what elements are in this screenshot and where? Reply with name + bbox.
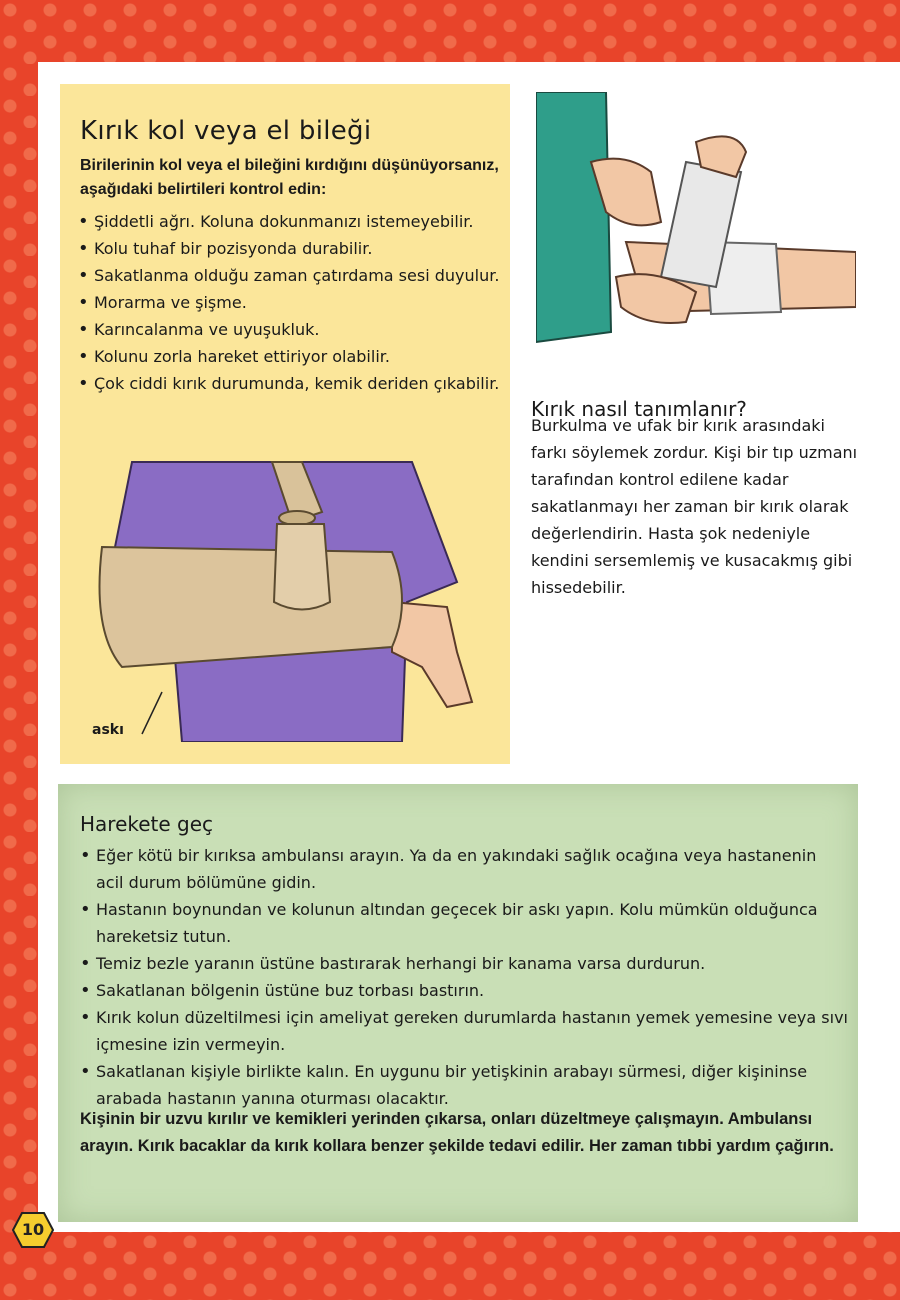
action-step: • Hastanın boynundan ve kolunun altından geçecek bir askı yapın. Kolu mümkün olduğunca hareketsiz tutun. bbox=[78, 896, 848, 950]
action-note: Kişinin bir uzvu kırılır ve kemikleri yerinden çıkarsa, onları düzeltmeye çalışmayın. Ambulansı arayın. Kırık bacaklar da kırık kollara benzer şekilde tedavi edilir. Her zaman tıbbi yardım çağırın. bbox=[80, 1110, 834, 1155]
broken-arm-title: Kırık kol veya el bileği bbox=[80, 116, 372, 146]
symptom-item: • Morarma ve şişme. bbox=[76, 289, 506, 316]
action-step-list bbox=[78, 842, 848, 1112]
symptom-list bbox=[76, 208, 506, 397]
identify-title: Kırık nasıl tanımlanır? bbox=[531, 396, 747, 421]
action-step: • Eğer kötü bir kırıksa ambulansı arayın. Ya da en yakındaki sağlık ocağına veya hastanenin acil durum bölümüne gidin. bbox=[78, 842, 848, 896]
symptom-item: • Sakatlanma olduğu zaman çatırdama sesi duyulur. bbox=[76, 262, 506, 289]
page-number-badge bbox=[12, 1212, 54, 1248]
symptom-item: • Kolu tuhaf bir pozisyonda durabilir. bbox=[76, 235, 506, 262]
symptom-item: • Çok ciddi kırık durumunda, kemik deriden çıkabilir. bbox=[76, 370, 506, 397]
page bbox=[38, 62, 900, 1232]
symptom-item: • Karıncalanma ve uyuşukluk. bbox=[76, 316, 506, 343]
action-step: • Sakatlanan kişiyle birlikte kalın. En uygunu bir yetişkinin arabayı sürmesi, diğer kişininse arabada hastanın yanına oturması olacaktır. bbox=[78, 1058, 848, 1112]
action-panel bbox=[58, 784, 858, 1222]
broken-arm-lead: Birilerinin kol veya el bileğini kırdığını düşünüyorsanız, aşağıdaki belirtileri kontrol edin: bbox=[80, 157, 499, 198]
action-step: • Sakatlanan bölgenin üstüne buz torbası bastırın. bbox=[78, 977, 848, 1004]
action-step: • Temiz bezle yaranın üstüne bastırarak herhangi bir kanama varsa durdurun. bbox=[78, 950, 848, 977]
page-number: 10 bbox=[21, 1220, 45, 1239]
symptom-item: • Kolunu zorla hareket ettiriyor olabilir. bbox=[76, 343, 506, 370]
arm-sling-illustration bbox=[62, 452, 492, 742]
symptom-item: • Şiddetli ağrı. Koluna dokunmanızı istemeyebilir. bbox=[76, 208, 506, 235]
identify-body: Burkulma ve ufak bir kırık arasındaki farkı söylemek zordur. Kişi bir tıp uzmanı tarafından kontrol edilene kadar sakatlanmayı her zaman bir kırık olarak değerlendirin. Hasta şok nedeniyle kendini sersemlemiş ve kusacakmış gibi hissedebilir. bbox=[531, 416, 858, 597]
action-step: • Kırık kolun düzeltilmesi için ameliyat gereken durumlarda hastanın yemek yemesine veya sıvı içmesine izin vermeyin. bbox=[78, 1004, 848, 1058]
action-title: Harekete geç bbox=[80, 812, 214, 836]
sling-label: askı bbox=[92, 722, 124, 738]
bandaging-illustration bbox=[536, 92, 856, 352]
